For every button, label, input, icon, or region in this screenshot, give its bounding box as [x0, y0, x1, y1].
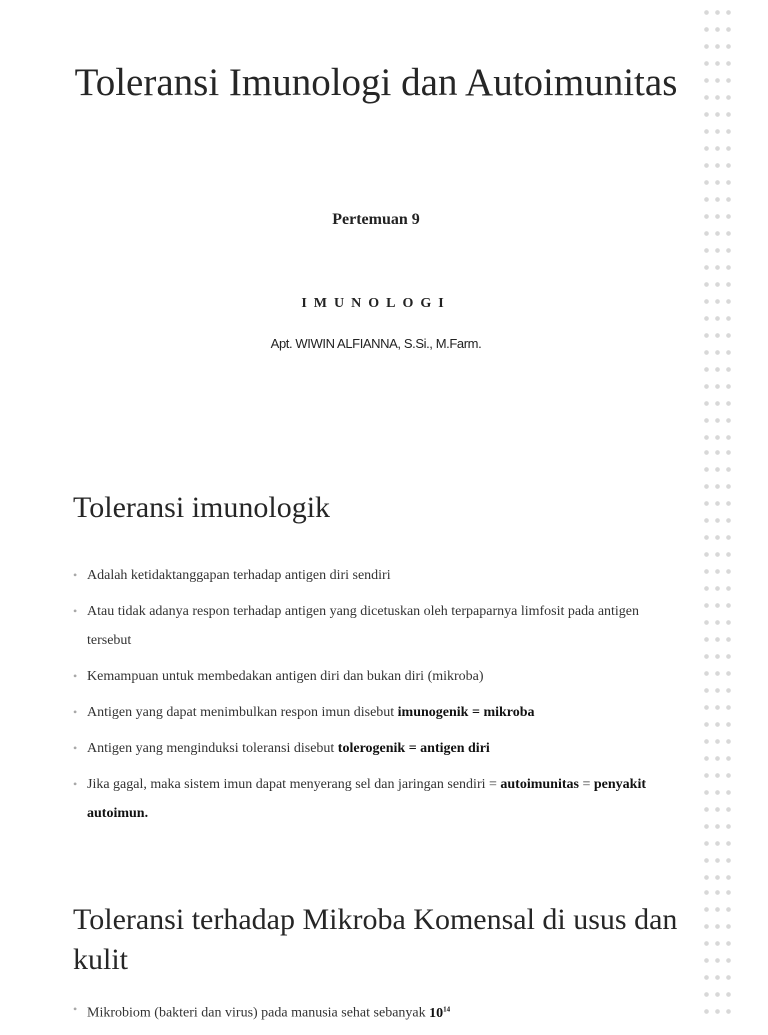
bullet-emphasis [429, 1006, 450, 1021]
bullet-icon: • [73, 777, 78, 791]
bullet-icon: • [73, 1002, 78, 1016]
content-slide-mikroba-komensal [0, 880, 700, 1024]
slide-heading: Toleransi imunologik [73, 491, 331, 524]
meeting-subtitle: Pertemuan 9 [332, 211, 420, 228]
content-slide-toleransi-imunologik [0, 440, 700, 880]
author-name: Apt. WIWIN ALFIANNA, S.Si., M.Farm. [270, 336, 482, 351]
list-item [73, 770, 673, 828]
slide-heading: Toleransi terhadap Mikroba Komensal di usus dan kulit [73, 903, 678, 976]
bullet-text: Kemampuan untuk membedakan antigen diri dan bukan diri (mikroba) [87, 669, 484, 684]
bullet-icon: • [73, 568, 78, 582]
bullet-text: Antigen yang dapat menimbulkan respon imun disebut [87, 705, 398, 720]
bullet-list [73, 561, 673, 835]
dotted-border-decoration [700, 440, 734, 880]
bullet-text: Atau tidak adanya respon terhadap antigen yang dicetuskan oleh terpaparnya limfosit pada antigen tersebut [87, 604, 640, 648]
dotted-border-decoration [700, 880, 734, 1024]
bullet-icon: • [73, 669, 78, 683]
course-name: IMUNOLOGI [301, 296, 451, 311]
bullet-emphasis: tolerogenik = antigen diri [337, 741, 490, 756]
bullet-icon: • [73, 741, 78, 755]
bullet-icon: • [73, 604, 78, 618]
list-item [73, 995, 673, 1028]
bullet-emphasis: autoimunitas [500, 777, 579, 792]
list-item [73, 698, 673, 727]
title-slide [0, 0, 700, 440]
bullet-text: Mikrobiom (bakteri dan virus) pada manusia sehat sebanyak [87, 1005, 430, 1021]
dotted-border-decoration [700, 0, 734, 440]
bullet-text: Antigen yang menginduksi toleransi disebut [87, 741, 338, 756]
exponent: 14 [443, 1005, 451, 1013]
exponent-base: 10 [429, 1005, 444, 1021]
list-item [73, 561, 673, 590]
bullet-text-continued: = [578, 777, 594, 792]
list-item [73, 734, 673, 763]
presentation-title: Toleransi Imunologi dan Autoimunitas [74, 61, 678, 104]
bullet-emphasis-continued: penyakit autoimun. [87, 777, 646, 821]
bullet-text: Adalah ketidaktanggapan terhadap antigen diri sendiri [87, 568, 391, 583]
bullet-icon: • [73, 705, 78, 719]
list-item [73, 662, 673, 691]
list-item [73, 597, 673, 655]
bullet-emphasis: imunogenik = mikroba [397, 705, 535, 720]
bullet-list [73, 995, 673, 1035]
bullet-text: Jika gagal, maka sistem imun dapat menyerang sel dan jaringan sendiri = [87, 777, 501, 792]
